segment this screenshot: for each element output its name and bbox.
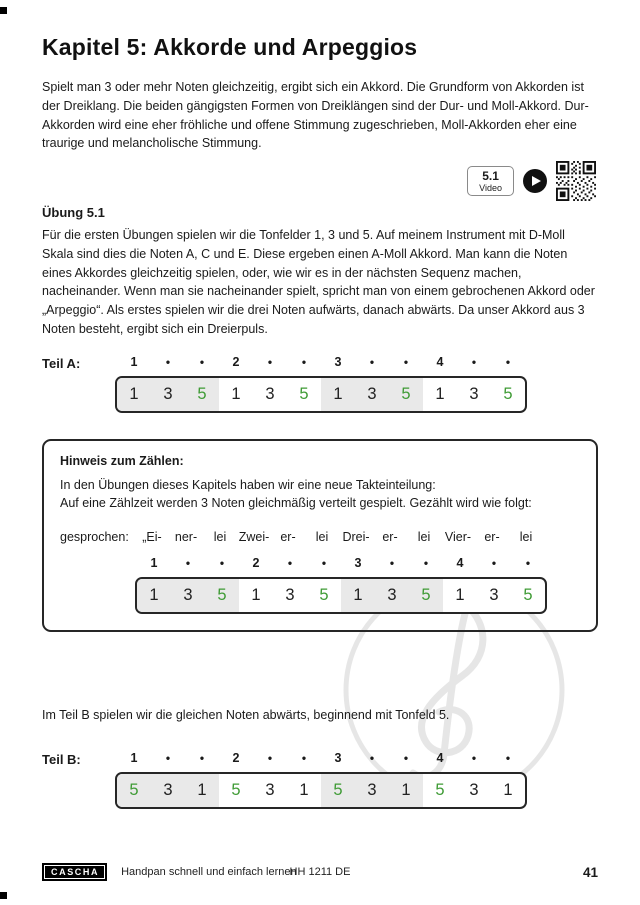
note-cell: 1 (231, 384, 241, 403)
teil-b-label: Teil B: (42, 751, 81, 767)
count-cell: 3 (334, 354, 342, 369)
note-cell: 1 (137, 579, 171, 612)
count-cell: • (267, 354, 273, 369)
note-cell: 5 (185, 378, 219, 411)
syllable-cell: ner- (174, 530, 198, 544)
note-cell: 3 (151, 378, 185, 411)
count-cell: 3 (334, 750, 342, 765)
syllable-cell: Vier- (444, 530, 472, 544)
print-mark (0, 7, 7, 14)
syllable-cell: lei (213, 530, 227, 544)
teil-a-section (42, 355, 598, 413)
count-cell: • (471, 354, 477, 369)
count-cell: • (525, 556, 531, 570)
intro-paragraph: Spielt man 3 oder mehr Noten gleichzeitig, ergibt sich ein Akkord. Die Grundform von Akkorden ist der Dreiklang. Die beiden gängigsten Formen von Dreiklängen sind der Dur- und Moll-Akkord. Dur-Akkorden wird eine eher fröhliche und offene Stimmung zugeschrieben, Moll-Akkorden eher eine traurige und melancholische Stimmung. (42, 80, 589, 151)
note-cell: 5 (389, 378, 423, 411)
count-cell: 2 (252, 556, 260, 570)
syllable-cell: lei (519, 530, 533, 544)
count-cell: • (403, 354, 409, 369)
syllable-cell: Drei- (342, 530, 370, 544)
count-cell: 1 (130, 750, 138, 765)
count-cell: • (471, 750, 477, 765)
syllable-cell: lei (417, 530, 431, 544)
syllable-cell: er- (382, 530, 398, 544)
count-cell: • (505, 750, 511, 765)
count-cell: • (491, 556, 497, 570)
note-cell: 5 (117, 774, 151, 807)
video-number: 5.1 (482, 168, 499, 183)
video-badge (467, 166, 514, 197)
teil-a-label: Teil A: (42, 355, 81, 371)
note-cell: 3 (489, 586, 499, 604)
page-footer (42, 863, 598, 881)
note-cell: 5 (319, 586, 329, 604)
note-cell: 5 (231, 780, 241, 799)
count-cell: 2 (232, 354, 240, 369)
note-cell: 1 (117, 378, 151, 411)
note-cell: 5 (321, 774, 355, 807)
footer-series-title: Handpan schnell und einfach lernen (121, 866, 297, 878)
count-cell: • (505, 354, 511, 369)
note-cell: 1 (341, 579, 375, 612)
video-link-row (42, 157, 596, 205)
note-cell: 5 (503, 384, 513, 403)
count-cell: 3 (354, 556, 362, 570)
syllable-cell: er- (280, 530, 296, 544)
count-cell: • (199, 354, 205, 369)
chapter-title: Kapitel 5: Akkorde und Arpeggios (42, 34, 418, 60)
qr-code[interactable] (556, 161, 596, 201)
note-cell: 3 (355, 774, 389, 807)
note-cell: 1 (251, 586, 261, 604)
count-cell: 4 (436, 750, 444, 765)
count-cell: • (369, 354, 375, 369)
count-cell: • (321, 556, 327, 570)
note-cell: 3 (469, 780, 479, 799)
count-cell: 1 (150, 556, 158, 570)
note-cell: 5 (409, 579, 443, 612)
count-cell: • (369, 750, 375, 765)
footer-product-code: HH 1211 DE (289, 866, 351, 878)
note-cell: 3 (265, 384, 275, 403)
note-cell: 3 (355, 378, 389, 411)
count-cell: • (287, 556, 293, 570)
teil-a-counts-row (117, 355, 527, 369)
count-cell: 4 (436, 354, 444, 369)
spoken-label: gesprochen: (60, 530, 129, 544)
teil-a-notes-box (115, 376, 527, 413)
count-cell: • (389, 556, 395, 570)
count-cell: • (423, 556, 429, 570)
play-triangle-icon (532, 176, 541, 186)
exercise-paragraph: Für die ersten Übungen spielen wir die Tonfelder 1, 3 und 5. Auf meinem Instrument mit D-Moll Skala sind dies die Noten A, C und E. Diese ergeben einen A-Moll Akkord. Man kann die Noten eines Akkordes gleichzeitig spielen, oder, wie wir es in der nächsten Sequenz machen, nacheinander. Wenn man sie nacheinander spielt, spricht man von einem gebrochenen Akkord oder „Arpeggio“. Als erstes spielen wir die drei Noten aufwärts, danach abwärts. Da unser Akkord aus 3 Noten besteht, ergibt sich ein Dreierpuls. (42, 228, 595, 336)
note-cell: 5 (205, 579, 239, 612)
count-cell: • (165, 354, 171, 369)
syllable-cell: Zwei- (238, 530, 270, 544)
note-cell: 5 (435, 780, 445, 799)
count-cell: • (185, 556, 191, 570)
hinweis-box (42, 439, 598, 633)
count-cell: 2 (232, 750, 240, 765)
spoken-syllables (135, 530, 543, 544)
hinweis-title: Hinweis zum Zählen: (60, 453, 184, 468)
syllable-cell: „Ei- (142, 530, 162, 544)
teil-b-section (42, 751, 598, 809)
count-cell: • (301, 354, 307, 369)
note-cell: 1 (299, 780, 309, 799)
count-cell: • (267, 750, 273, 765)
teil-b-intro: Im Teil B spielen wir die gleichen Noten abwärts, beginnend mit Tonfeld 5. (42, 708, 450, 722)
hinweis-counts-row (137, 556, 580, 570)
note-cell: 3 (285, 586, 295, 604)
note-cell: 1 (455, 586, 465, 604)
count-cell: • (219, 556, 225, 570)
exercise-heading: Übung 5.1 (42, 205, 105, 220)
page-number: 41 (582, 864, 598, 880)
note-cell: 3 (151, 774, 185, 807)
count-cell: 4 (456, 556, 464, 570)
count-cell: • (301, 750, 307, 765)
note-cell: 5 (299, 384, 309, 403)
count-cell: • (165, 750, 171, 765)
note-cell: 1 (185, 774, 219, 807)
video-label: Video (479, 182, 502, 193)
hinweis-line-2: Auf eine Zählzeit werden 3 Noten gleichmäßig verteilt gespielt. Gezählt wird wie folgt: (60, 496, 532, 511)
count-cell: • (199, 750, 205, 765)
note-cell: 1 (389, 774, 423, 807)
note-cell: 1 (321, 378, 355, 411)
note-cell: 1 (435, 384, 445, 403)
note-cell: 3 (469, 384, 479, 403)
cascha-logo: CASCHA (42, 863, 107, 881)
spoken-row (60, 530, 580, 544)
hinweis-line-1: In den Übungen dieses Kapitels haben wir eine neue Takteinteilung: (60, 477, 436, 492)
count-cell: 1 (130, 354, 138, 369)
note-cell: 5 (523, 586, 533, 604)
syllable-cell: er- (484, 530, 500, 544)
count-cell: • (403, 750, 409, 765)
teil-b-notes-box (115, 772, 527, 809)
note-cell: 3 (375, 579, 409, 612)
syllable-cell: lei (315, 530, 329, 544)
teil-b-counts-row (117, 751, 527, 765)
play-icon[interactable] (523, 169, 547, 193)
note-cell: 3 (171, 579, 205, 612)
print-mark (0, 892, 7, 899)
note-cell: 1 (503, 780, 513, 799)
hinweis-notes-box (135, 577, 547, 614)
note-cell: 3 (265, 780, 275, 799)
